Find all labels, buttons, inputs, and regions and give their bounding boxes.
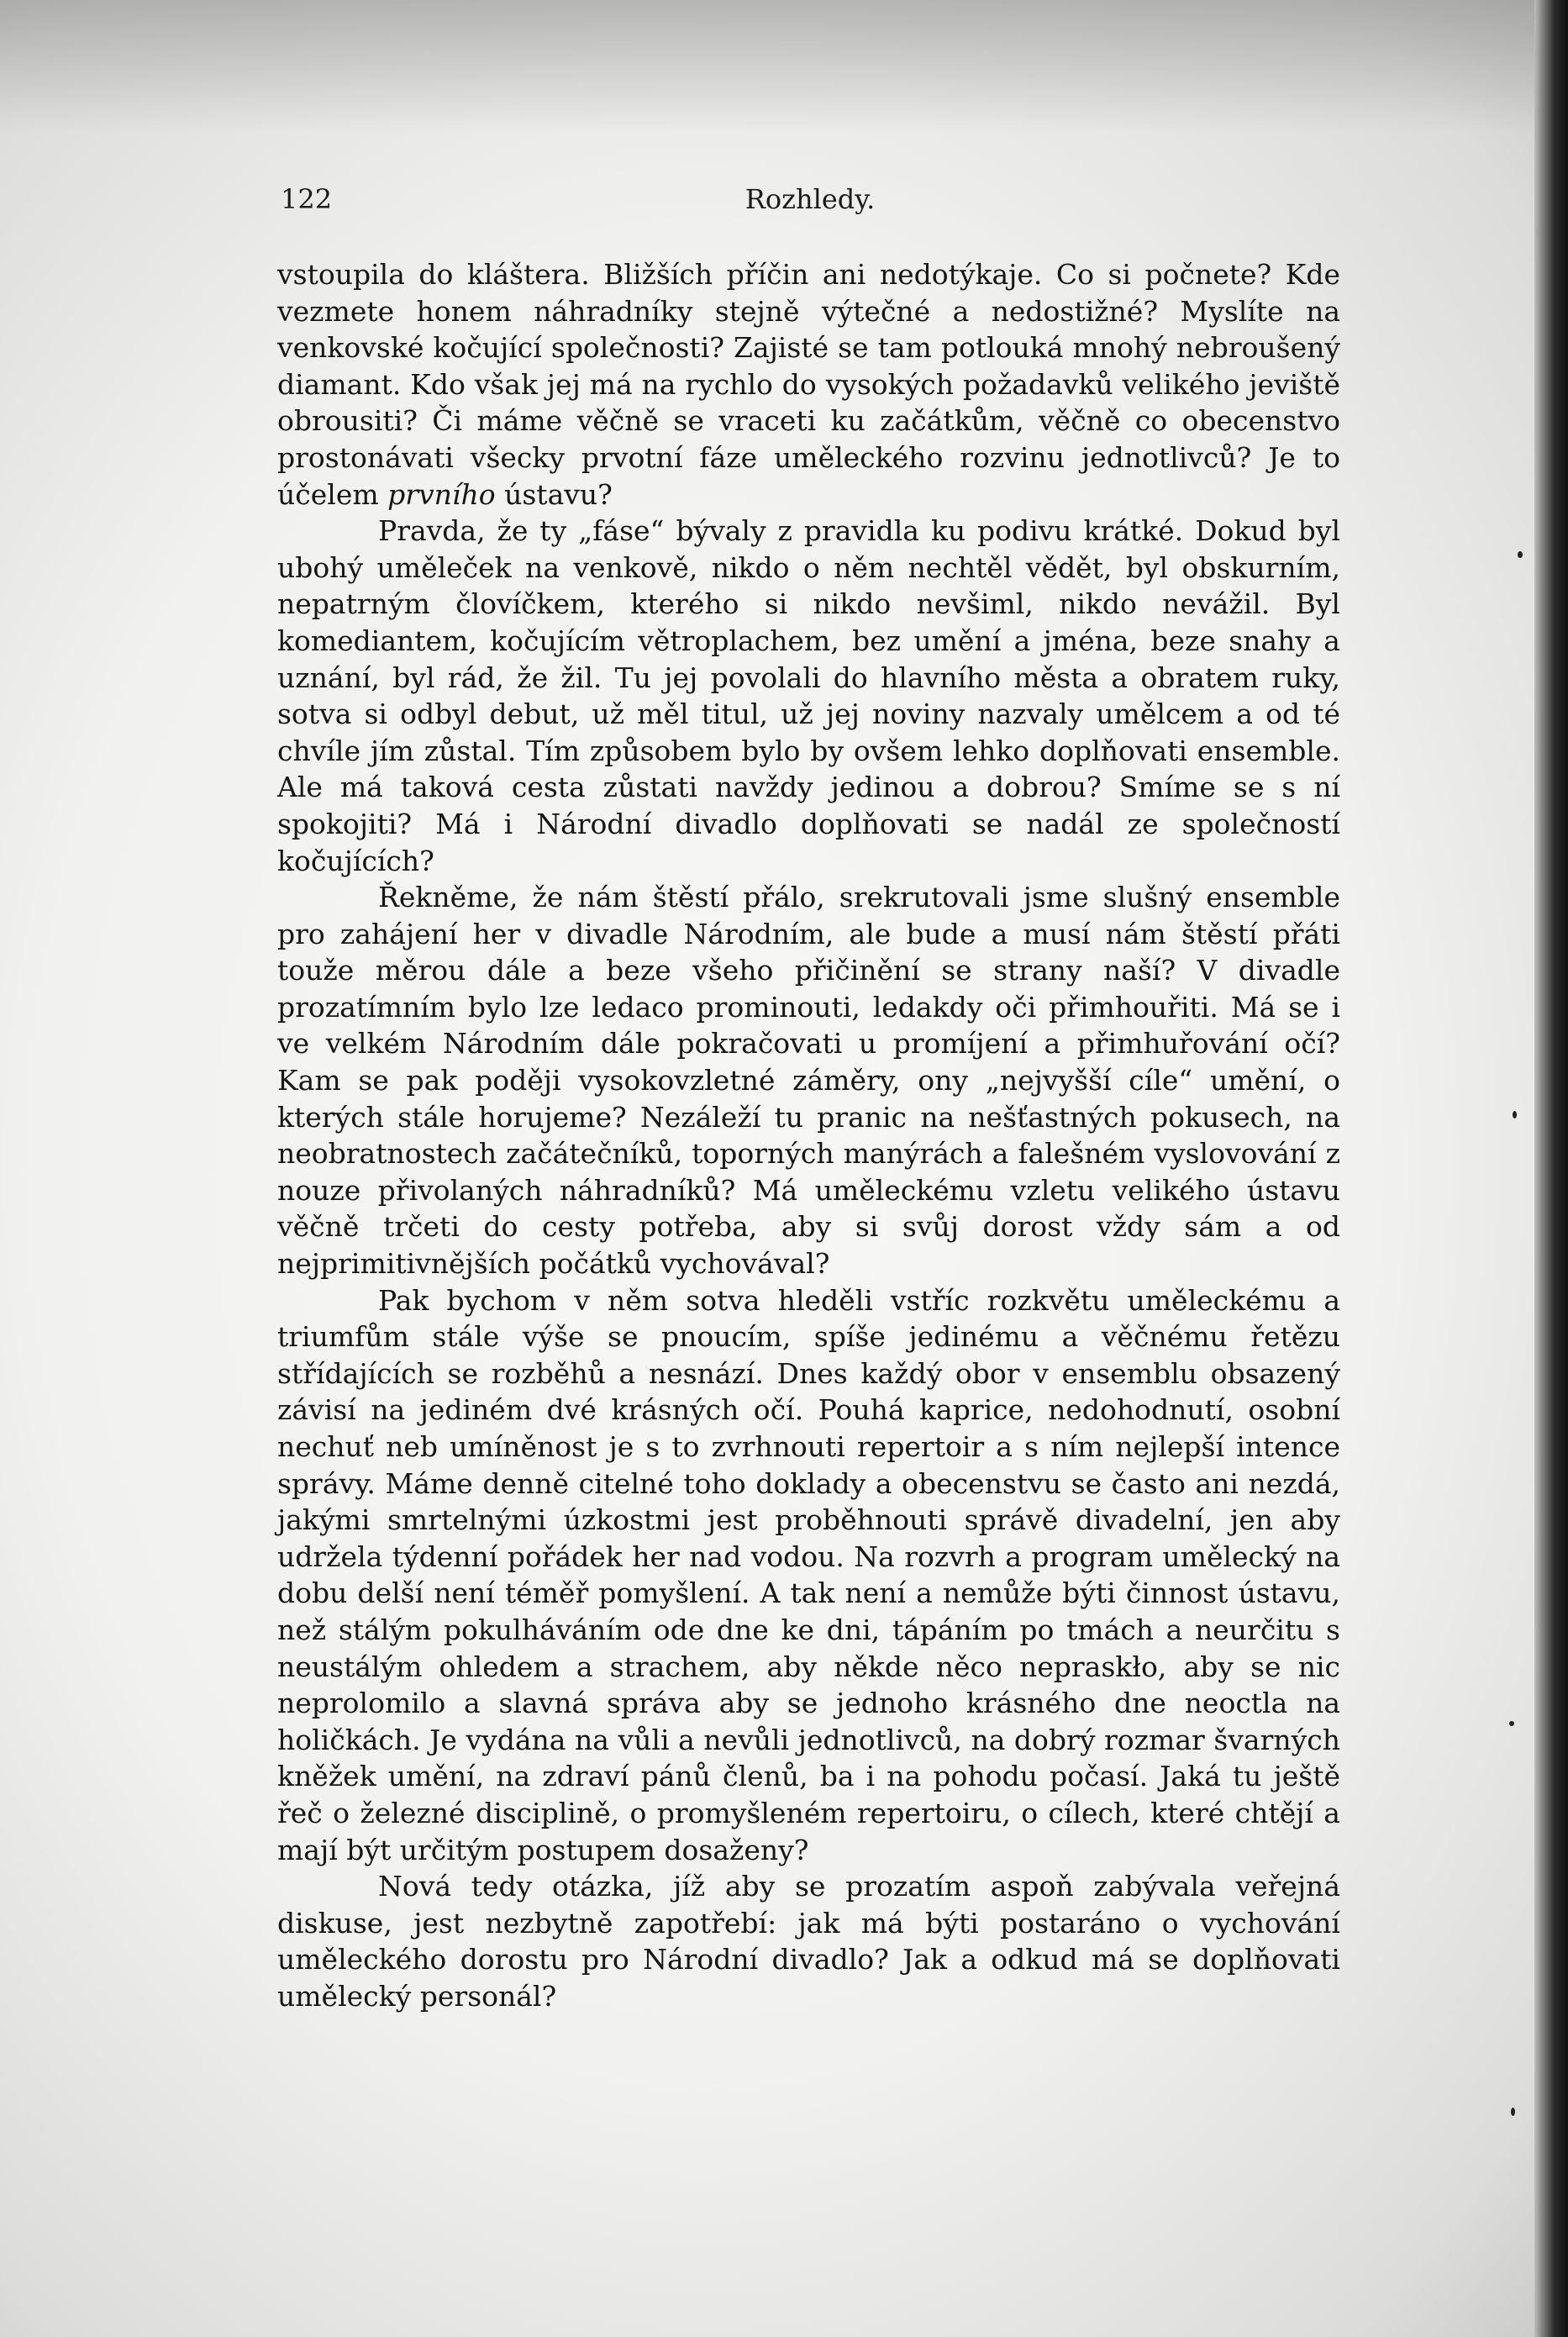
ink-speck bbox=[1511, 2108, 1515, 2116]
book-spine-edge bbox=[1534, 0, 1568, 2337]
article-body bbox=[277, 256, 1340, 2015]
paragraph-5: Nová tedy otázka, jíž aby se prozatím aspoň zabývala veřejná diskuse, jest nezbytně zapotřebí: jak má býti postaráno o vychování uměleckého dorostu pro Národní divadlo? Jak a odkud má se doplňovati umělecký personál? bbox=[277, 1870, 1340, 2013]
section-title: Rozhledy. bbox=[745, 183, 876, 215]
ink-speck bbox=[1509, 1721, 1514, 1726]
page-shadow bbox=[0, 0, 1568, 134]
ink-speck bbox=[1513, 1111, 1517, 1118]
paragraph-4: Pak bychom v něm sotva hleděli vstříc rozkvětu uměleckému a triumfům stále výše se pnoucím, spíše jedinému a věčnému řetězu střídajících se rozběhů a nesnází. Dnes každý obor v ensemblu obsazený závisí na jediném dvé krásných očí. Pouhá kaprice, nedohodnutí, osobní nechuť neb umíněnost je s to zvrhnouti repertoir a s ním nejlepší intence správy. Máme denně citelné toho doklady a obecenstvu se často ani nezdá, jakými smrtelnými úzkostmi jest proběhnouti správě divadelní, jen aby udržela týdenní pořádek her nad vodou. Na rozvrh a program umělecký na dobu delší není téměř pomyšlení. A tak není a nemůže býti činnost ústavu, než stálým pokulháváním ode dne ke dni, tápáním po tmách a neurčitu s neustálým ohledem a strachem, aby někde něco nepraskło, aby se nic neprolomilo a slavná správa aby se jednoho krásného dne neoctla na holičkách. Je vydána na vůli a nevůli jednotlivců, na dobrý rozmar švarných kněžek umění, na zdraví pánů členů, ba i na pohodu počasí. Jaká tu ještě řeč o železné disciplině, o promyšleném repertoiru, o cílech, které chtějí a mají být určitým postupem dosaženy? bbox=[277, 1283, 1340, 1866]
paragraph-1-text: vstoupila do kláštera. Bližších příčin ani nedotýkaje. Co si počnete? Kde vezmete honem náhradníky stejně výtečné a nedostižné? Myslíte na venkovské kočující společnosti? Zajisté se tam potlouká mnohý nebroušený diamant. Kdo však jej má na rychlo do vysokých požadavků velikého jeviště obrousiti? Či máme věčně se vraceti ku začátkům, věčně co obecenstvo prostonávati všecky prvotní fáze uměleckého rozvinu jednotlivců? Je to účelem bbox=[277, 258, 1340, 511]
paragraph-3: Řekněme, že nám štěstí přálo, srekrutovali jsme slušný ensemble pro zahájení her v divadle Národním, ale bude a musí nám štěstí přáti touže měrou dále a beze všeho přičinění se strany naší? V divadle prozatímním bylo lze ledaco prominouti, ledakdy oči přimhouřiti. Má se i ve velkém Národním dále pokračovati u promíjení a přimhuřování očí? Kam se pak poději vysokovzletné záměry, ony „nejvyšší cíle“ umění, o kterých stále horujeme? Nezáleží tu pranic na nešťastných pokusech, na neobratnostech začátečníků, toporných manýrách a falešném vyslovování z nouze přivolaných náhradníků? Má uměleckému vzletu velikého ústavu věčně trčeti do cesty potřeba, aby si svůj dorost vždy sám a od nejprimitivnějších počátků vychovával? bbox=[277, 881, 1340, 1281]
paragraph-1-emphasis: prvního bbox=[387, 477, 496, 511]
page-number: 122 bbox=[281, 183, 333, 215]
paragraph-1-text-after: ústavu? bbox=[495, 477, 613, 511]
paragraph-2: Pravda, že ty „fáse“ bývaly z pravidla ku podivu krátké. Dokud byl ubohý umělеček na venkově, nikdo o něm nechtěl vědět, byl obskurním, nepatrným človíčkem, kterého si nikdo nevšiml, nikdo nevážil. Byl komediantem, kočujícím větroplachem, bez umění a jména, beze snahy a uznání, byl rád, že žil. Tu jej povolali do hlavního města a obratem ruky, sotva si odbyl debut, už měl titul, už jej noviny nazvaly umělcem a od té chvíle jím zůstal. Tím způsobem bylo by ovšem lehko doplňovati ensemble. Ale má taková cesta zůstati navždy jedinou a dobrou? Smíme se s ní spokojiti? Má i Národní divadlo doplňovati se nadál ze společností kočujících? bbox=[277, 514, 1340, 877]
running-head bbox=[281, 183, 1339, 225]
ink-speck bbox=[1518, 551, 1523, 558]
paragraph-1 bbox=[277, 256, 1340, 513]
